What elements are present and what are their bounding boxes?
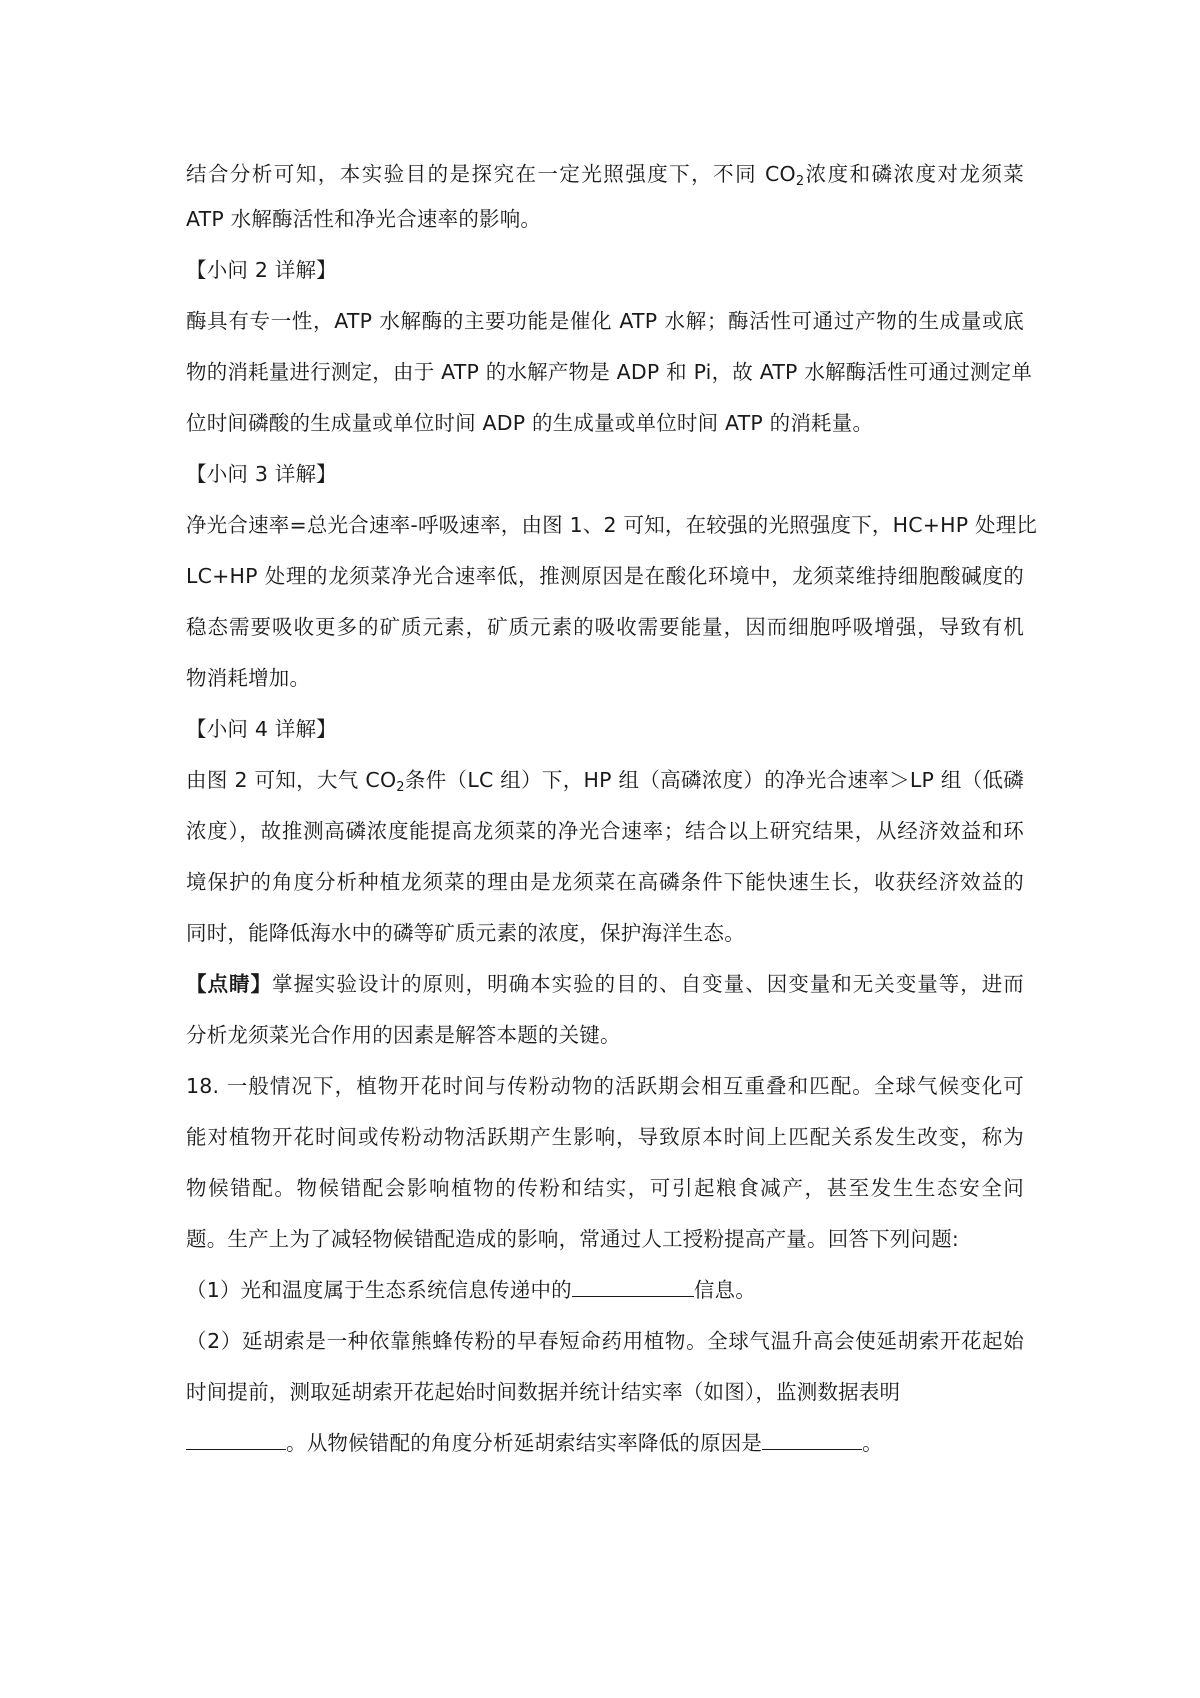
subscript: 2	[396, 780, 405, 795]
paragraph-line: ATP 水解酶活性和净光合速率的影响。	[186, 207, 542, 231]
paragraph-line: 分析龙须菜光合作用的因素是解答本题的关键。	[186, 1023, 621, 1047]
text-span: 条件（LC 组）下，HP 组（高磷浓度）的净光合速率＞LP 组（低磷	[404, 768, 1024, 792]
paragraph-line: 时间提前，测取延胡索开花起始时间数据并统计结实率（如图），监测数据表明	[186, 1380, 901, 1404]
answer-blank[interactable]	[762, 1423, 862, 1450]
section-heading-q3: 【小问 3 详解】	[186, 462, 337, 486]
paragraph-line: 同时，能降低海水中的磷等矿质元素的浓度，保护海洋生态。	[186, 921, 745, 945]
subquestion-2: （2）延胡索是一种依靠熊蜂传粉的早春短命药用植物。全球气温升高会使延胡索开花起始	[186, 1329, 1024, 1353]
paragraph-line: 净光合速率=总光合速率-呼吸速率，由图 1、2 可知，在较强的光照强度下，HC+HP 处理比	[186, 513, 1038, 537]
paragraph-line: 题。生产上为了减轻物候错配造成的影响，常通过人工授粉提高产量。回答下列问题:	[186, 1227, 960, 1251]
text-span: 浓度和磷浓度对龙须菜	[804, 162, 1025, 186]
text-span: （1）光和温度属于生态系统信息传递中的	[186, 1278, 572, 1302]
paragraph-line: 稳态需要吸收更多的矿质元素，矿质元素的吸收需要能量，因而细胞呼吸增强，导致有机	[186, 615, 1024, 639]
paragraph-line: 位时间磷酸的生成量或单位时间 ADP 的生成量或单位时间 ATP 的消耗量。	[186, 411, 874, 435]
paragraph-line: 酶具有专一性，ATP 水解酶的主要功能是催化 ATP 水解；酶活性可通过产物的生成量或底	[186, 309, 1024, 333]
tip-label: 【点睛】	[186, 972, 273, 996]
subquestion-1	[186, 1268, 1024, 1313]
text-span: 掌握实验设计的原则，明确本实验的目的、自变量、因变量和无关变量等，进而	[272, 972, 1024, 996]
document-page	[186, 152, 1038, 1466]
paragraph-line	[186, 152, 1024, 197]
paragraph-line	[186, 758, 1024, 803]
answer-blank[interactable]	[186, 1423, 286, 1450]
answer-blank[interactable]	[572, 1270, 694, 1297]
tip-line	[186, 962, 1024, 1007]
paragraph-line: LC+HP 处理的龙须菜净光合速率低，推测原因是在酸化环境中，龙须菜维持细胞酸碱度的	[186, 564, 1024, 588]
paragraph-line	[186, 1421, 1024, 1466]
paragraph-line: 物的消耗量进行测定，由于 ATP 的水解产物是 ADP 和 Pi，故 ATP 水解酶活性可通过测定单	[186, 360, 1033, 384]
section-heading-q2: 【小问 2 详解】	[186, 258, 337, 282]
text-span: 结合分析可知，本实验目的是探究在一定光照强度下，不同 CO	[186, 162, 796, 186]
paragraph-line: 浓度），故推测高磷浓度能提高龙须菜的净光合速率；结合以上研究结果，从经济效益和环	[186, 819, 1024, 843]
paragraph-line: 境保护的角度分析种植龙须菜的理由是龙须菜在高磷条件下能快速生长，收获经济效益的	[186, 870, 1024, 894]
question-18-line: 18. 一般情况下，植物开花时间与传粉动物的活跃期会相互重叠和匹配。全球气候变化可	[186, 1074, 1024, 1098]
paragraph-line: 物候错配。物候错配会影响植物的传粉和结实，可引起粮食减产，甚至发生生态安全问	[186, 1176, 1024, 1200]
text-span: 信息。	[693, 1278, 756, 1302]
text-span: 。	[862, 1431, 883, 1455]
subscript: 2	[795, 174, 805, 189]
paragraph-line: 能对植物开花时间或传粉动物活跃期产生影响，导致原本时间上匹配关系发生改变，称为	[186, 1125, 1024, 1149]
text-span: 。从物候错配的角度分析延胡索结实率降低的原因是	[286, 1431, 763, 1455]
paragraph-line: 物消耗增加。	[186, 666, 311, 690]
text-span: 由图 2 可知，大气 CO	[186, 768, 397, 792]
section-heading-q4: 【小问 4 详解】	[186, 717, 337, 741]
